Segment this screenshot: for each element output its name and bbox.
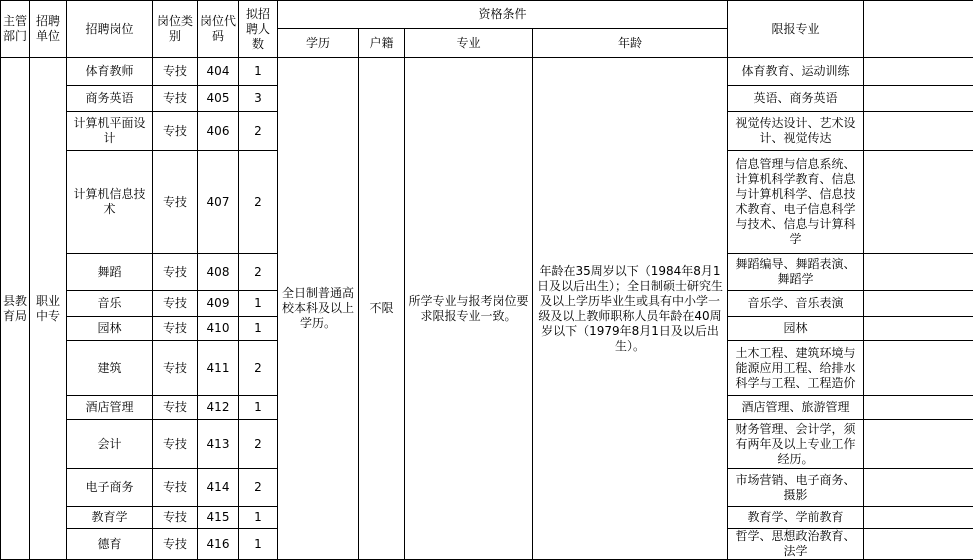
blank-cell (864, 469, 973, 507)
position-cell: 德育 (67, 529, 153, 560)
position-cell: 计算机信息技术 (67, 151, 153, 254)
type-cell: 专技 (153, 396, 198, 420)
allowed-majors-cell: 体育教育、运动训练 (728, 58, 864, 86)
type-cell: 专技 (153, 420, 198, 469)
type-cell: 专技 (153, 507, 198, 529)
allowed-majors-cell: 园林 (728, 317, 864, 341)
position-cell: 商务英语 (67, 86, 153, 112)
count-cell: 1 (239, 396, 278, 420)
blank-cell (864, 86, 973, 112)
header-unit: 招聘单位 (30, 1, 67, 58)
allowed-majors-cell: 财务管理、会计学，须有两年及以上专业工作经历。 (728, 420, 864, 469)
unit-cell: 职业中专 (30, 58, 67, 560)
code-cell: 404 (198, 58, 239, 86)
count-cell: 3 (239, 86, 278, 112)
allowed-majors-cell: 舞蹈编导、舞蹈表演、舞蹈学 (728, 254, 864, 291)
allowed-majors-cell: 音乐学、音乐表演 (728, 291, 864, 317)
header-qualifications: 资格条件 (278, 1, 728, 29)
code-cell: 405 (198, 86, 239, 112)
position-cell: 建筑 (67, 341, 153, 396)
type-cell: 专技 (153, 469, 198, 507)
count-cell: 1 (239, 529, 278, 560)
type-cell: 专技 (153, 341, 198, 396)
position-cell: 园林 (67, 317, 153, 341)
code-cell: 413 (198, 420, 239, 469)
blank-cell (864, 58, 973, 86)
blank-cell (864, 507, 973, 529)
header-position: 招聘岗位 (67, 1, 153, 58)
blank-cell (864, 291, 973, 317)
count-cell: 2 (239, 341, 278, 396)
type-cell: 专技 (153, 317, 198, 341)
allowed-majors-cell: 哲学、思想政治教育、法学 (728, 529, 864, 560)
count-cell: 2 (239, 112, 278, 151)
education-cell: 全日制普通高校本科及以上学历。 (278, 58, 359, 560)
code-cell: 407 (198, 151, 239, 254)
header-dept: 主管部门 (1, 1, 30, 58)
position-cell: 计算机平面设计 (67, 112, 153, 151)
type-cell: 专技 (153, 254, 198, 291)
table-row (1, 58, 973, 86)
blank-cell (864, 396, 973, 420)
major-cell: 所学专业与报考岗位要求限报专业一致。 (405, 58, 533, 560)
count-cell: 2 (239, 151, 278, 254)
blank-cell (864, 151, 973, 254)
header-code: 岗位代码 (198, 1, 239, 58)
dept-cell: 县教育局 (1, 58, 30, 560)
allowed-majors-cell: 土木工程、建筑环境与能源应用工程、给排水科学与工程、工程造价 (728, 341, 864, 396)
header-count: 拟招聘人数 (239, 1, 278, 58)
position-cell: 教育学 (67, 507, 153, 529)
blank-cell (864, 254, 973, 291)
header-education: 学历 (278, 29, 359, 58)
allowed-majors-cell: 酒店管理、旅游管理 (728, 396, 864, 420)
code-cell: 415 (198, 507, 239, 529)
count-cell: 1 (239, 317, 278, 341)
type-cell: 专技 (153, 151, 198, 254)
code-cell: 416 (198, 529, 239, 560)
blank-cell (864, 420, 973, 469)
position-cell: 会计 (67, 420, 153, 469)
position-cell: 电子商务 (67, 469, 153, 507)
type-cell: 专技 (153, 112, 198, 151)
blank-column (864, 1, 973, 58)
count-cell: 1 (239, 291, 278, 317)
hukou-cell: 不限 (359, 58, 405, 560)
position-cell: 音乐 (67, 291, 153, 317)
allowed-majors-cell: 视觉传达设计、艺术设计、视觉传达 (728, 112, 864, 151)
blank-cell (864, 317, 973, 341)
allowed-majors-cell: 教育学、学前教育 (728, 507, 864, 529)
blank-cell (864, 112, 973, 151)
count-cell: 2 (239, 254, 278, 291)
code-cell: 408 (198, 254, 239, 291)
code-cell: 410 (198, 317, 239, 341)
header-hukou: 户籍 (359, 29, 405, 58)
allowed-majors-cell: 英语、商务英语 (728, 86, 864, 112)
position-cell: 舞蹈 (67, 254, 153, 291)
position-cell: 酒店管理 (67, 396, 153, 420)
count-cell: 2 (239, 420, 278, 469)
code-cell: 409 (198, 291, 239, 317)
allowed-majors-cell: 市场营销、电子商务、摄影 (728, 469, 864, 507)
header-type: 岗位类别 (153, 1, 198, 58)
type-cell: 专技 (153, 58, 198, 86)
code-cell: 411 (198, 341, 239, 396)
count-cell: 1 (239, 58, 278, 86)
count-cell: 2 (239, 469, 278, 507)
code-cell: 414 (198, 469, 239, 507)
blank-cell (864, 529, 973, 560)
header-allowed-majors: 限报专业 (728, 1, 864, 58)
count-cell: 1 (239, 507, 278, 529)
age-cell: 年龄在35周岁以下（1984年8月1日及以后出生）；全日制硕士研究生及以上学历毕业生或具有中小学一级及以上教师职称人员年龄在40周岁以下（1979年8月1日及以后出生）。 (533, 58, 728, 560)
code-cell: 412 (198, 396, 239, 420)
position-cell: 体育教师 (67, 58, 153, 86)
type-cell: 专技 (153, 86, 198, 112)
header-age: 年龄 (533, 29, 728, 58)
type-cell: 专技 (153, 529, 198, 560)
header-major: 专业 (405, 29, 533, 58)
code-cell: 406 (198, 112, 239, 151)
allowed-majors-cell: 信息管理与信息系统、计算机科学教育、信息与计算机科学、信息技术教育、电子信息科学与技术、信息与计算科学 (728, 151, 864, 254)
blank-cell (864, 341, 973, 396)
type-cell: 专技 (153, 291, 198, 317)
